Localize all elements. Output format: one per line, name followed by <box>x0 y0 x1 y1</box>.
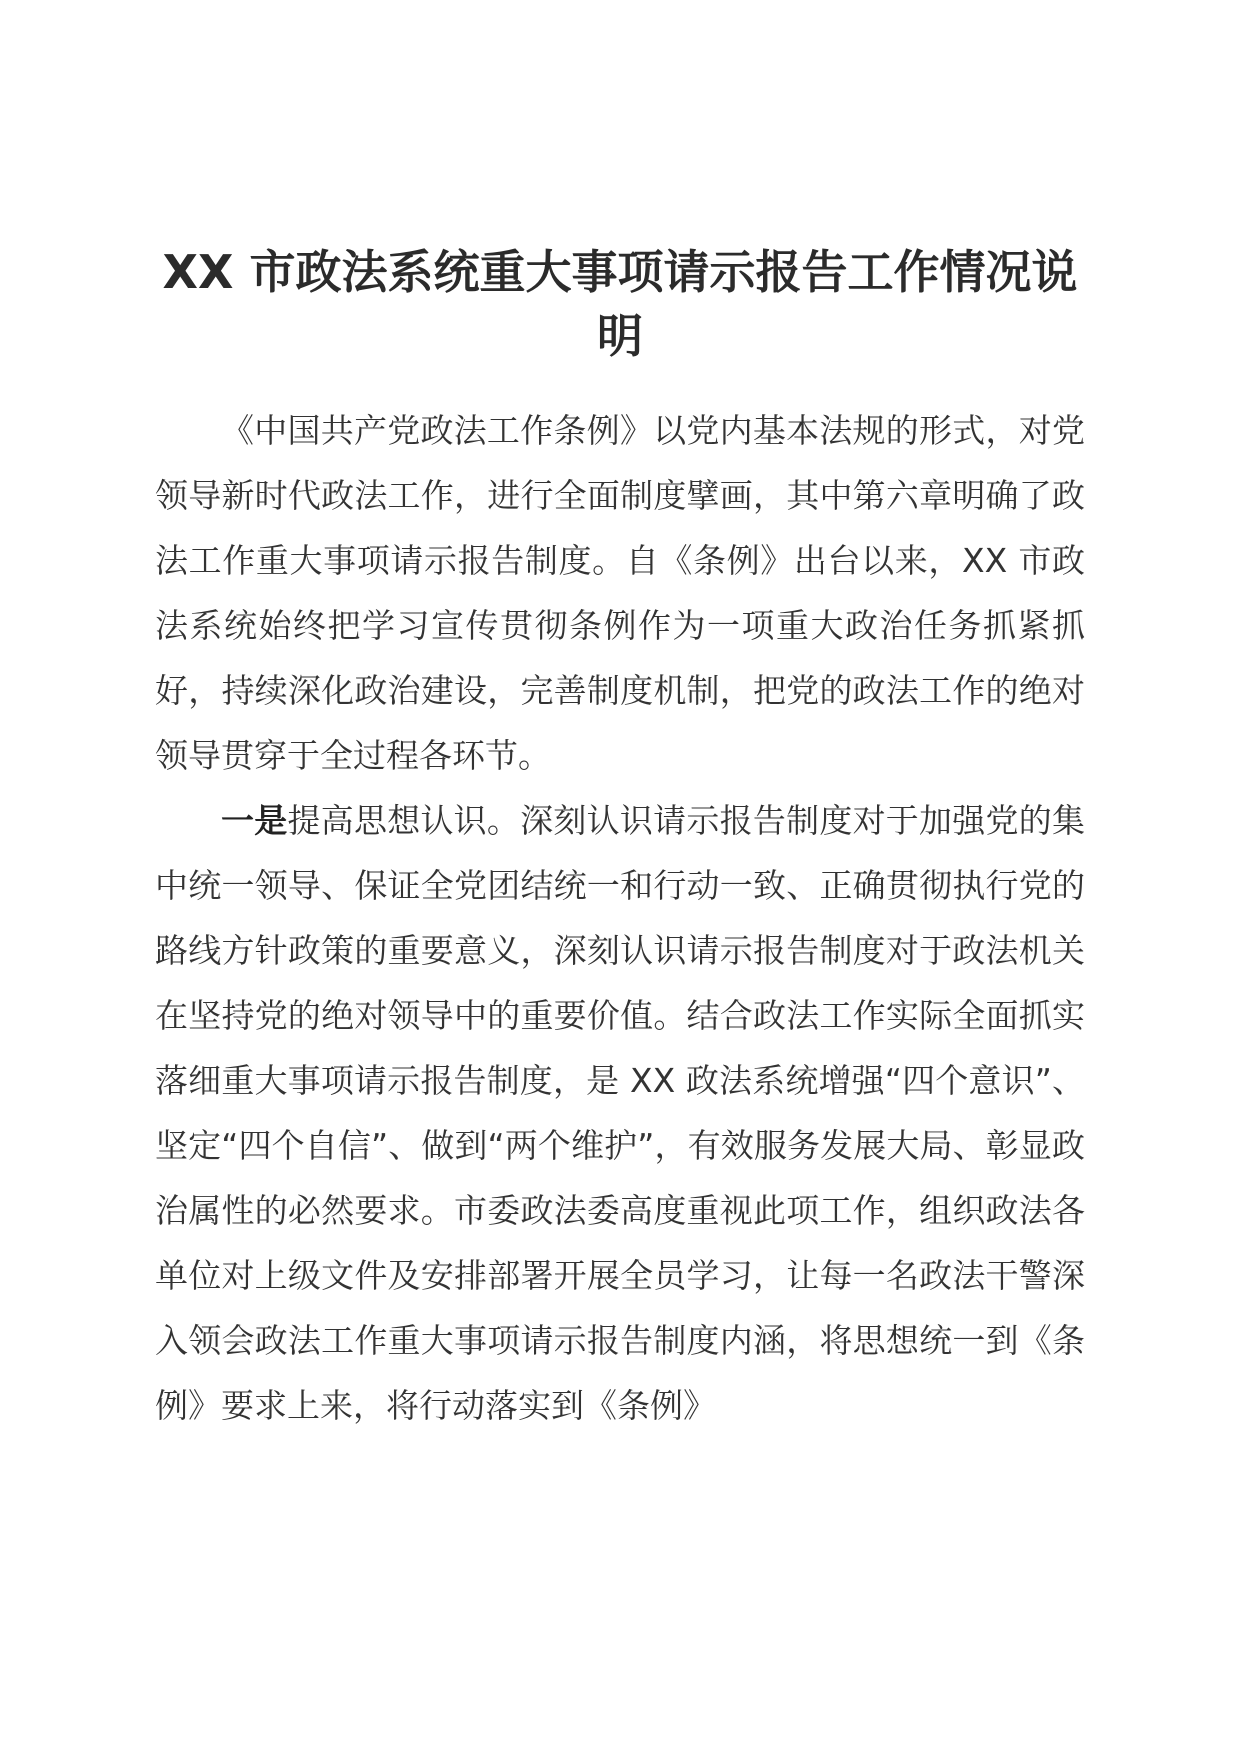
paragraph-intro <box>155 398 1085 788</box>
paragraph-text: 《中国共产党政法工作条例》以党内基本法规的形式，对党领导新时代政法工作，进行全面制度擘画，其中第六章明确了政法工作重大事项请示报告制度。自《条例》出台以来，XX 市政法系统始终把学习宣传贯彻条例作为一项重大政治任务抓紧抓好，持续深化政治建设，完善制度机制，把党的政法工作的绝对领导贯穿于全过程各环节。 <box>155 411 1085 775</box>
paragraph-lead: 一是 <box>221 801 288 840</box>
paragraph-text: 提高思想认识。深刻认识请示报告制度对于加强党的集中统一领导、保证全党团结统一和行动一致、正确贯彻执行党的路线方针政策的重要意义，深刻认识请示报告制度对于政法机关在坚持党的绝对领导中的重要价值。结合政法工作实际全面抓实落细重大事项请示报告制度，是 XX 政法系统增强“四个意识”、坚定“四个自信”、做到“两个维护”，有效服务发展大局、彰显政治属性的必然要求。市委政法委高度重视此项工作，组织政法各单位对上级文件及安排部署开展全员学习，让每一名政法干警深入领会政法工作重大事项请示报告制度内涵，将思想统一到《条例》要求上来，将行动落实到《条例》 <box>155 801 1086 1425</box>
document-body <box>155 398 1085 1438</box>
paragraph-point-one <box>155 788 1085 1438</box>
document-title: XX 市政法系统重大事项请示报告工作情况说明 <box>162 245 1078 363</box>
